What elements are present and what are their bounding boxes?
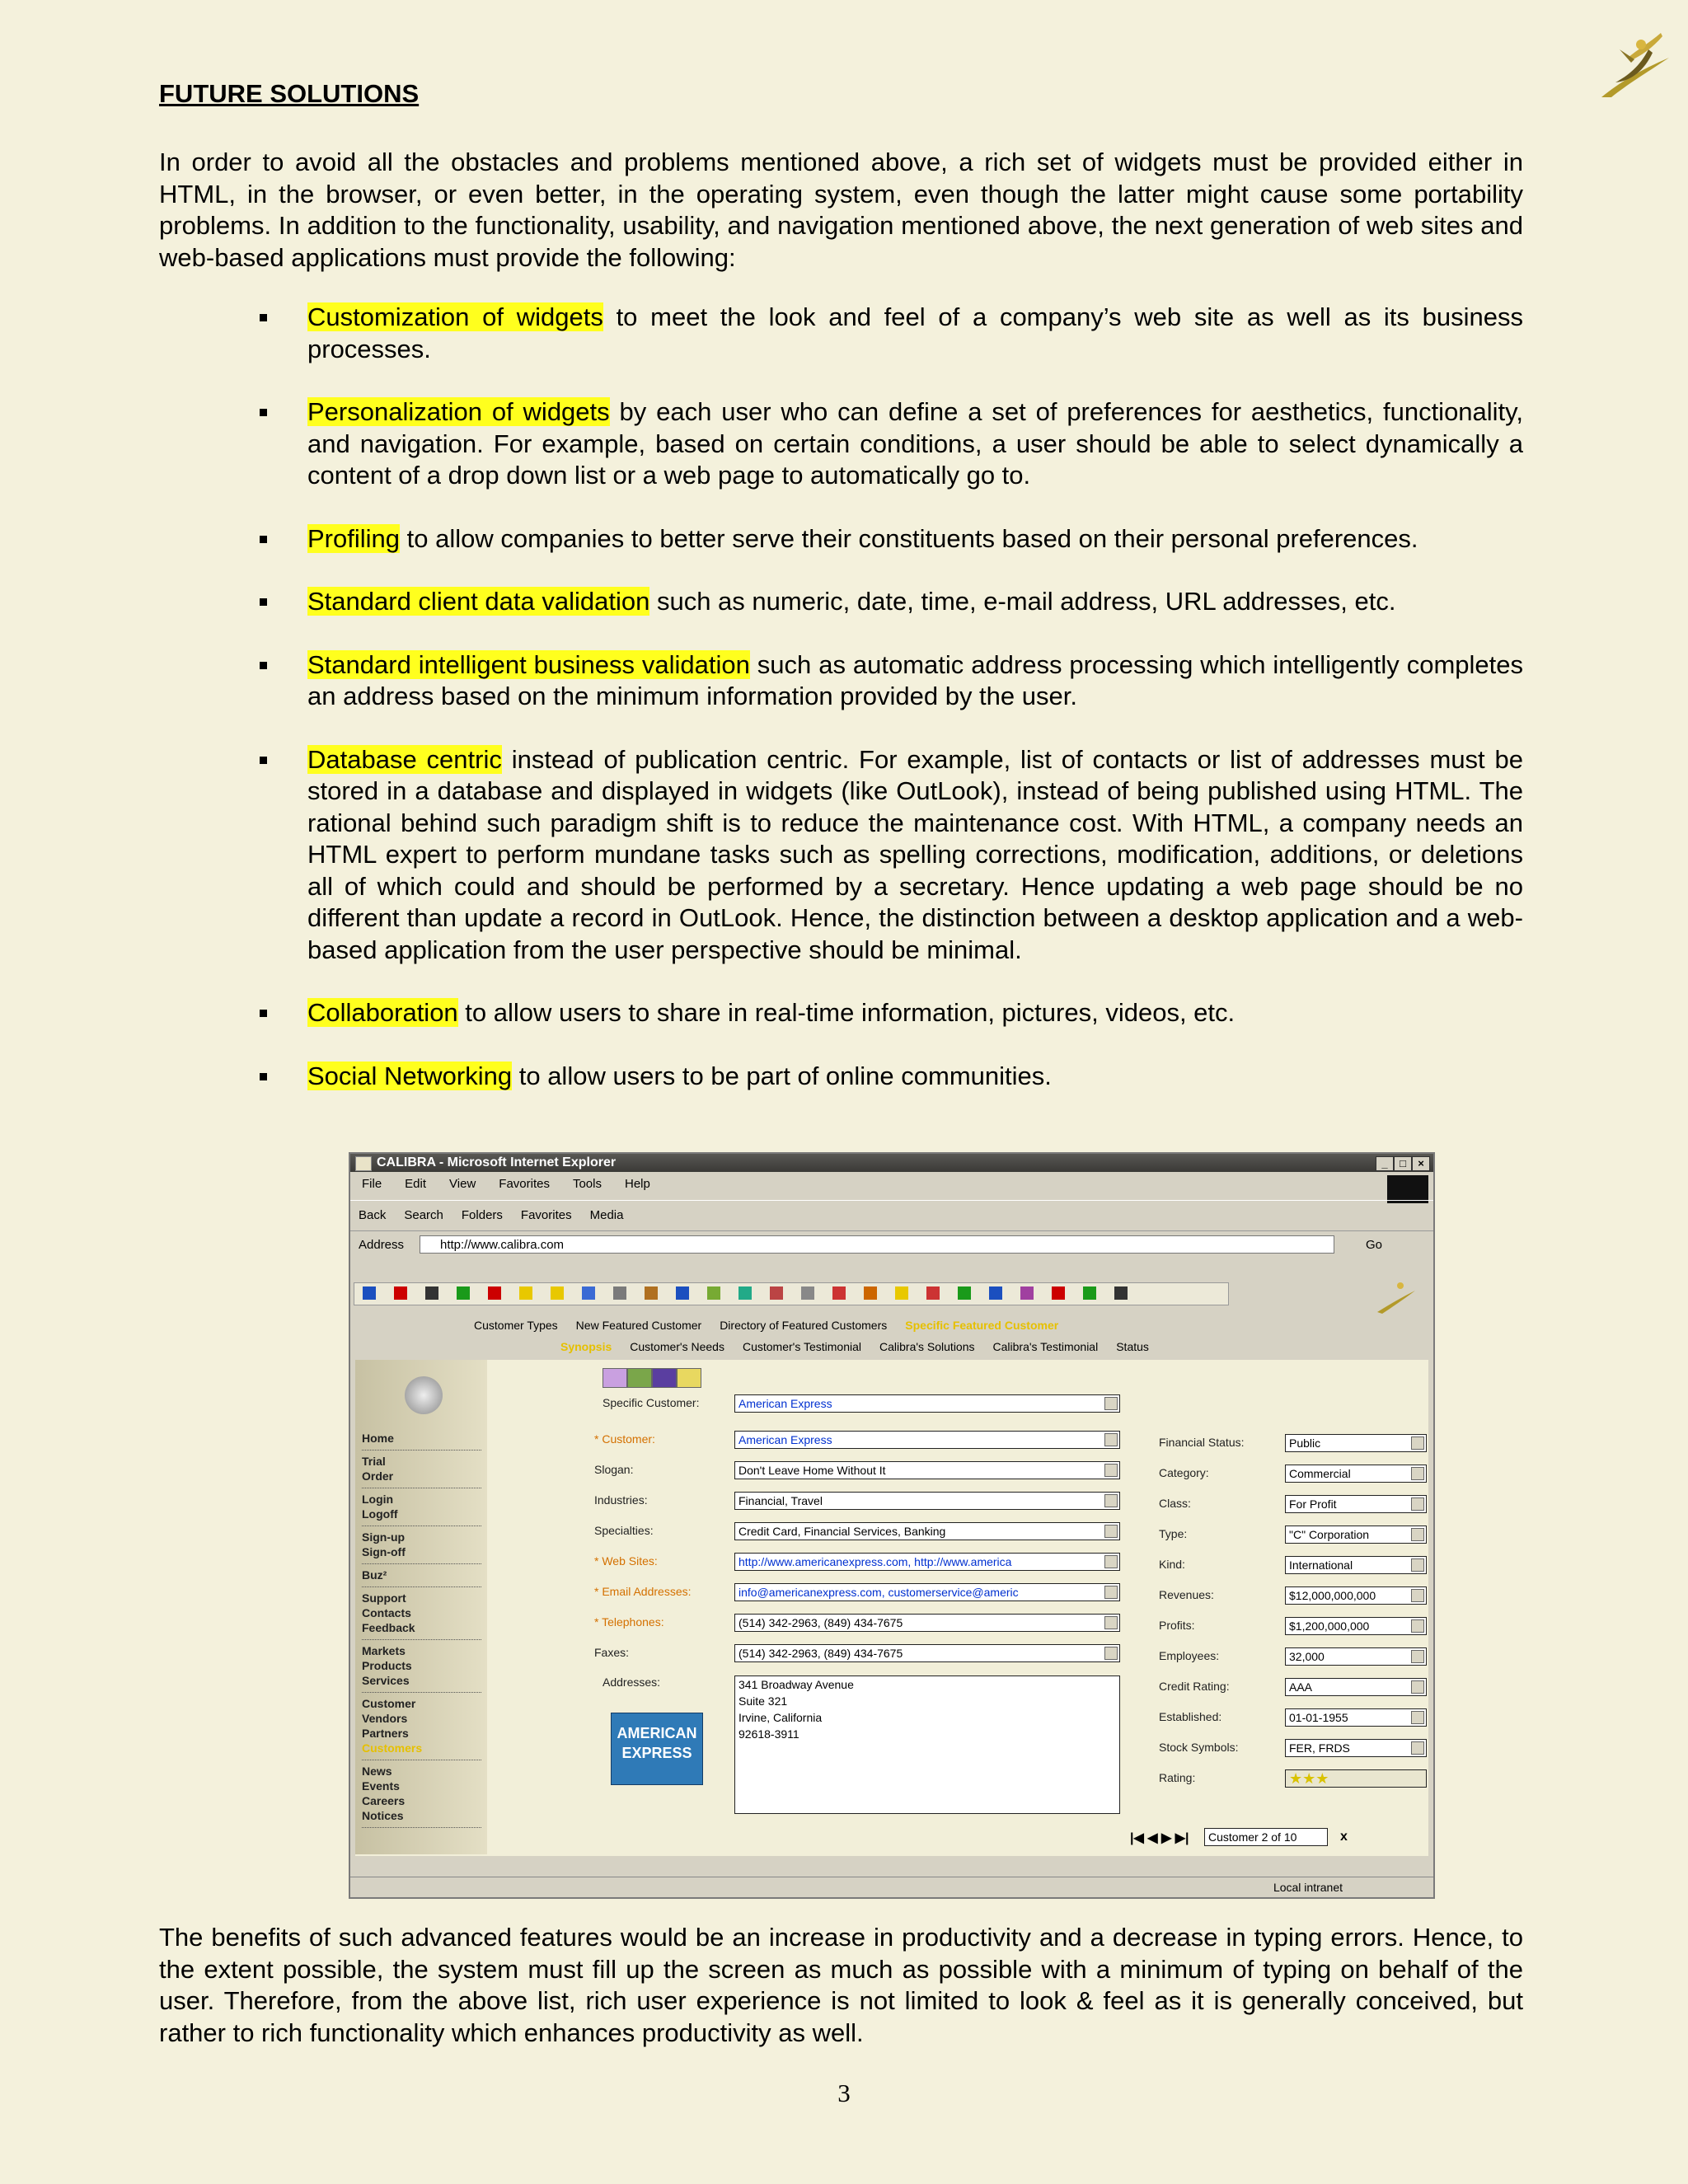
field-dropdown-icon[interactable] (1411, 1650, 1424, 1663)
field-input[interactable]: Credit Card, Financial Services, Banking (734, 1522, 1120, 1540)
feature-highlight: Database centric (307, 744, 502, 774)
feature-item (0, 1061, 1523, 1093)
feature-highlight: Social Networking (307, 1061, 513, 1090)
menu-item[interactable]: File (362, 1177, 382, 1191)
field-dropdown-icon[interactable] (1411, 1436, 1424, 1450)
field-label: Addresses: (603, 1675, 661, 1689)
field-input[interactable]: 32,000 (1285, 1647, 1427, 1666)
field-label: Employees: (1159, 1649, 1220, 1662)
nav-item[interactable]: Support (362, 1591, 406, 1605)
toolbar-button[interactable]: Favorites (520, 1208, 572, 1222)
nav-item[interactable]: Buz² (362, 1568, 387, 1582)
menu-item[interactable]: Tools (572, 1177, 602, 1191)
nav-separator (362, 1586, 481, 1587)
app-toolbar-icon[interactable] (1114, 1286, 1128, 1300)
toolbar-button[interactable]: Search (404, 1208, 443, 1222)
field-input[interactable]: International (1285, 1556, 1427, 1574)
tab[interactable]: Calibra's Solutions (879, 1340, 975, 1353)
nav-item[interactable]: Feedback (362, 1621, 415, 1634)
field-label: * Web Sites: (594, 1554, 658, 1568)
tab[interactable]: Customer's Needs (630, 1340, 724, 1353)
app-toolbar-icon[interactable] (457, 1286, 470, 1300)
field-label: Slogan: (594, 1463, 634, 1476)
field-dropdown-icon[interactable] (1411, 1680, 1424, 1694)
field-input[interactable]: Don't Leave Home Without It (734, 1461, 1120, 1479)
app-toolbar-icon[interactable] (707, 1286, 720, 1300)
feature-highlight: Personalization of widgets (307, 397, 610, 426)
field-dropdown-icon[interactable] (1104, 1525, 1118, 1538)
app-toolbar-icon[interactable] (676, 1286, 689, 1300)
menu-item[interactable]: Favorites (499, 1177, 550, 1191)
app-toolbar-icon[interactable] (989, 1286, 1002, 1300)
nav-separator (362, 1450, 481, 1451)
app-toolbar-icon[interactable] (645, 1286, 658, 1300)
window-titlebar (350, 1154, 1433, 1172)
tab[interactable]: Customer's Testimonial (742, 1340, 861, 1353)
app-toolbar-icon[interactable] (613, 1286, 626, 1300)
app-toolbar-icon[interactable] (738, 1286, 752, 1300)
windows-flag-icon (1387, 1175, 1428, 1203)
feature-text: instead of publication centric. For example, list of contacts or list of addresses must be stored in a database and displayed in widgets (like OutLook), instead of being published using HTML. The rational behind such paradigm shift is to reduce the maintenance cost. With HTML, a company needs an HTML expert to perform mundane tasks such as spelling corrections, modification, additions, or deletions all of which could and should be performed by a secretary. Hence updating a web page should be no different than update a record in OutLook. Hence, the distinction between a desktop application and a web-based application from the user perspective should be minimal. (307, 744, 1523, 964)
field-input[interactable]: http://www.americanexpress.com, http://www.america (734, 1553, 1120, 1571)
nav-item[interactable]: News (362, 1765, 392, 1778)
feature-text: to allow companies to better serve their constituents based on their personal preferences. (400, 523, 1418, 553)
page-number: 3 (837, 2079, 851, 2107)
intro-paragraph: In order to avoid all the obstacles and problems mentioned above, a rich set of widgets must be provided either in HTML, in the browser, or even better, in the operating system, even though the latter might cause some portability problems. In addition to the functionality, usability, and navigation mentioned above, the next generation of web sites and web-based applications must provide the following: (159, 148, 1523, 272)
field-input[interactable]: $12,000,000,000 (1285, 1586, 1427, 1605)
nav-item[interactable]: Login (362, 1493, 394, 1506)
feature-text: to allow users to share in real-time information, pictures, videos, etc. (457, 998, 1236, 1027)
field-label: Specialties: (594, 1524, 654, 1537)
feature-highlight: Standard intelligent business validation (307, 649, 750, 679)
nav-item[interactable]: Customers (362, 1741, 423, 1755)
status-zone: Local intranet (1273, 1881, 1343, 1894)
field-dropdown-icon[interactable] (1104, 1464, 1118, 1477)
field-label: Profits: (1159, 1619, 1195, 1632)
nav-item[interactable]: Products (362, 1659, 412, 1672)
field-input[interactable]: info@americanexpress.com, customerservice@americ (734, 1583, 1120, 1601)
close-record-icon[interactable]: x (1340, 1830, 1348, 1844)
nav-item[interactable]: Order (362, 1469, 394, 1483)
field-input[interactable]: For Profit (1285, 1495, 1427, 1513)
field-label: Established: (1159, 1710, 1222, 1723)
feature-text: to allow users to be part of online communities. (512, 1061, 1052, 1090)
address-label: Address (359, 1238, 405, 1252)
app-toolbar-icon[interactable] (864, 1286, 877, 1300)
close-icon[interactable]: × (1412, 1156, 1430, 1171)
menu-bar (350, 1174, 1433, 1195)
feature-item (0, 396, 1523, 492)
rating-stars[interactable]: ★★★ (1285, 1769, 1427, 1788)
status-bar (350, 1877, 1433, 1897)
field-input[interactable]: (514) 342-2963, (849) 434-7675 (734, 1614, 1120, 1632)
mini-tabs (603, 1368, 726, 1386)
nav-item[interactable]: Customer (362, 1697, 416, 1710)
app-toolbar-icon[interactable] (1052, 1286, 1065, 1300)
field-dropdown-icon[interactable] (1104, 1586, 1118, 1599)
feature-list (0, 302, 1688, 1123)
field-input[interactable]: AAA (1285, 1678, 1427, 1696)
menu-item[interactable]: View (449, 1177, 476, 1191)
nav-separator (362, 1563, 481, 1564)
nav-item[interactable]: Events (362, 1779, 400, 1793)
field-input[interactable]: (514) 342-2963, (849) 434-7675 (734, 1644, 1120, 1662)
feature-text: to meet the look and feel of a company’s web site as well as its business processes. (307, 302, 1523, 363)
app-toolbar-icon[interactable] (488, 1286, 501, 1300)
field-label: Stock Symbols: (1159, 1741, 1239, 1754)
field-label: Financial Status: (1159, 1436, 1245, 1449)
app-toolbar-icon[interactable] (363, 1286, 376, 1300)
field-input[interactable]: American Express (734, 1431, 1120, 1449)
tabs-row-1 (474, 1319, 1381, 1332)
field-dropdown-icon[interactable] (1411, 1711, 1424, 1724)
field-input[interactable]: FER, FRDS (1285, 1739, 1427, 1757)
feature-item (0, 744, 1523, 967)
nav-item[interactable]: Partners (362, 1727, 409, 1740)
feature-highlight: Standard client data validation (307, 587, 650, 616)
app-toolbar-icon[interactable] (895, 1286, 908, 1300)
feature-text: such as numeric, date, time, e-mail address, URL addresses, etc. (649, 587, 1396, 616)
field-label: Category: (1159, 1466, 1209, 1479)
nav-separator (362, 1639, 481, 1640)
field-label: Rating: (1159, 1771, 1196, 1784)
tab[interactable]: Synopsis (560, 1340, 612, 1353)
field-dropdown-icon[interactable] (1104, 1555, 1118, 1568)
toolbar-button[interactable]: Folders (461, 1208, 503, 1222)
field-label: * Email Addresses: (594, 1585, 692, 1598)
minimize-icon[interactable]: _ (1376, 1156, 1394, 1171)
field-dropdown-icon[interactable] (1411, 1558, 1424, 1572)
field-input[interactable]: Public (1285, 1434, 1427, 1452)
feature-item (0, 649, 1523, 713)
mini-tab-2[interactable] (627, 1368, 652, 1388)
feature-item (0, 523, 1523, 555)
app-toolbar-icon[interactable] (832, 1286, 846, 1300)
toolbar-button[interactable]: Back (359, 1208, 387, 1222)
record-navigation-bar (355, 1821, 1428, 1854)
field-input[interactable]: Commercial (1285, 1465, 1427, 1483)
feature-highlight: Collaboration (307, 998, 458, 1027)
field-label: Type: (1159, 1527, 1188, 1540)
field-input[interactable]: 01-01-1955 (1285, 1708, 1427, 1727)
record-nav-arrows-icon[interactable]: |◀ ◀ ▶ ▶| (1130, 1831, 1189, 1845)
field-label: * Customer: (594, 1432, 655, 1446)
field-input[interactable]: $1,200,000,000 (1285, 1617, 1427, 1635)
app-toolbar-icon[interactable] (926, 1286, 940, 1300)
feature-item (0, 586, 1523, 618)
field-dropdown-icon[interactable] (1104, 1616, 1118, 1629)
app-toolbar-icon[interactable] (1083, 1286, 1096, 1300)
window-title: CALIBRA - Microsoft Internet Explorer (377, 1155, 617, 1169)
feature-text: such as automatic address processing which intelligently completes an address based on the minimum information provided by the user. (307, 649, 1523, 710)
app-toolbar-icon[interactable] (582, 1286, 595, 1300)
ie-icon (355, 1156, 372, 1171)
feature-item (0, 997, 1523, 1029)
field-label: Kind: (1159, 1558, 1185, 1571)
field-label: Faxes: (594, 1646, 630, 1659)
mini-tab-3[interactable] (652, 1368, 677, 1388)
feature-highlight: Profiling (307, 523, 400, 553)
application-screenshot (349, 1152, 1435, 1899)
field-dropdown-icon[interactable] (1104, 1647, 1118, 1660)
address-line: 341 Broadway Avenue (738, 1678, 854, 1691)
nav-item[interactable]: Sign-up (362, 1530, 406, 1544)
toolbar-button[interactable]: Media (589, 1208, 624, 1222)
field-input[interactable]: "C" Corporation (1285, 1526, 1427, 1544)
mini-tab-4[interactable] (677, 1368, 701, 1388)
nav-item[interactable]: Services (362, 1674, 410, 1687)
nav-item[interactable]: Vendors (362, 1712, 408, 1725)
field-label: Specific Customer: (603, 1396, 700, 1409)
nav-separator (362, 1692, 481, 1693)
tabs-row-2 (560, 1340, 1385, 1353)
mini-tab-1[interactable] (603, 1368, 627, 1388)
feature-text: by each user who can define a set of preferences for aesthetics, functionality, and navigation. For example, based on certain conditions, a user should be able to select dynamically a content of a drop down list or a web page to automatically go to. (307, 397, 1523, 490)
app-logo-icon (1376, 1277, 1417, 1314)
nav-item[interactable]: Home (362, 1432, 394, 1445)
maximize-icon[interactable]: □ (1394, 1156, 1412, 1171)
tab[interactable]: Directory of Featured Customers (720, 1319, 888, 1332)
nav-item[interactable]: Notices (362, 1809, 404, 1822)
nav-item[interactable]: Sign-off (362, 1545, 406, 1558)
menu-item[interactable]: Edit (405, 1177, 427, 1191)
go-button[interactable]: Go (1366, 1238, 1383, 1252)
tab[interactable]: Customer Types (474, 1319, 558, 1332)
field-input[interactable]: American Express (734, 1394, 1120, 1413)
addresses-textarea[interactable] (734, 1675, 1120, 1814)
address-bar (350, 1233, 1433, 1258)
app-toolbar-icon[interactable] (958, 1286, 971, 1300)
nav-item[interactable]: Careers (362, 1794, 406, 1807)
field-label: Class: (1159, 1497, 1191, 1510)
field-label: * Telephones: (594, 1615, 664, 1629)
field-label: Revenues: (1159, 1588, 1214, 1601)
feature-highlight: Customization of widgets (307, 302, 603, 331)
tab[interactable]: New Featured Customer (575, 1319, 702, 1332)
field-dropdown-icon[interactable] (1411, 1528, 1424, 1541)
amex-logo: AMERICAN EXPRESS (611, 1713, 703, 1785)
field-input[interactable]: Financial, Travel (734, 1492, 1120, 1510)
customer-form-area (355, 1360, 1428, 1856)
app-toolbar-icon[interactable] (801, 1286, 814, 1300)
app-toolbar-icon[interactable] (770, 1286, 783, 1300)
address-input[interactable]: http://www.calibra.com (420, 1235, 1334, 1254)
app-toolbar (354, 1282, 1229, 1305)
field-dropdown-icon[interactable] (1411, 1619, 1424, 1633)
field-dropdown-icon[interactable] (1104, 1494, 1118, 1507)
app-toolbar-icon[interactable] (1020, 1286, 1034, 1300)
nav-item[interactable]: Contacts (362, 1606, 411, 1619)
field-label: Industries: (594, 1493, 648, 1507)
tab[interactable]: Calibra's Testimonial (992, 1340, 1099, 1353)
app-toolbar-icon[interactable] (519, 1286, 532, 1300)
nav-item[interactable]: Markets (362, 1644, 406, 1657)
field-dropdown-icon[interactable] (1411, 1467, 1424, 1480)
field-dropdown-icon[interactable] (1104, 1397, 1118, 1410)
field-label: Credit Rating: (1159, 1680, 1230, 1693)
app-toolbar-icon[interactable] (394, 1286, 407, 1300)
nav-item[interactable]: Trial (362, 1455, 386, 1468)
feature-item (0, 302, 1523, 365)
address-line: Suite 321 (738, 1694, 788, 1708)
field-dropdown-icon[interactable] (1411, 1589, 1424, 1602)
record-position: Customer 2 of 10 (1204, 1828, 1328, 1846)
field-dropdown-icon[interactable] (1411, 1497, 1424, 1511)
app-toolbar-icon[interactable] (551, 1286, 564, 1300)
field-dropdown-icon[interactable] (1104, 1433, 1118, 1446)
left-nav-panel (355, 1360, 487, 1854)
tab[interactable]: Specific Featured Customer (905, 1319, 1059, 1332)
field-dropdown-icon[interactable] (1411, 1741, 1424, 1755)
nav-item[interactable]: Logoff (362, 1507, 398, 1521)
address-line: Irvine, California (738, 1711, 823, 1724)
browser-toolbar (350, 1200, 1433, 1231)
address-line: 92618-3911 (738, 1727, 799, 1741)
section-heading: FUTURE SOLUTIONS (159, 79, 420, 108)
menu-item[interactable]: Help (625, 1177, 650, 1191)
company-logo (1595, 25, 1673, 103)
app-toolbar-icon[interactable] (425, 1286, 438, 1300)
closing-paragraph: The benefits of such advanced features would be an increase in productivity and a decrease in typing errors. Hence, to the extent possible, the system must fill up the screen as much as possible with a minimum of typing on behalf of the user. Therefore, from the above list, rich user experience is not limited to look & feel as it is generally conceived, but rather to rich functionality which enhances productivity as well. (159, 1923, 1523, 2047)
globe-icon (405, 1376, 443, 1414)
tab[interactable]: Status (1116, 1340, 1149, 1353)
